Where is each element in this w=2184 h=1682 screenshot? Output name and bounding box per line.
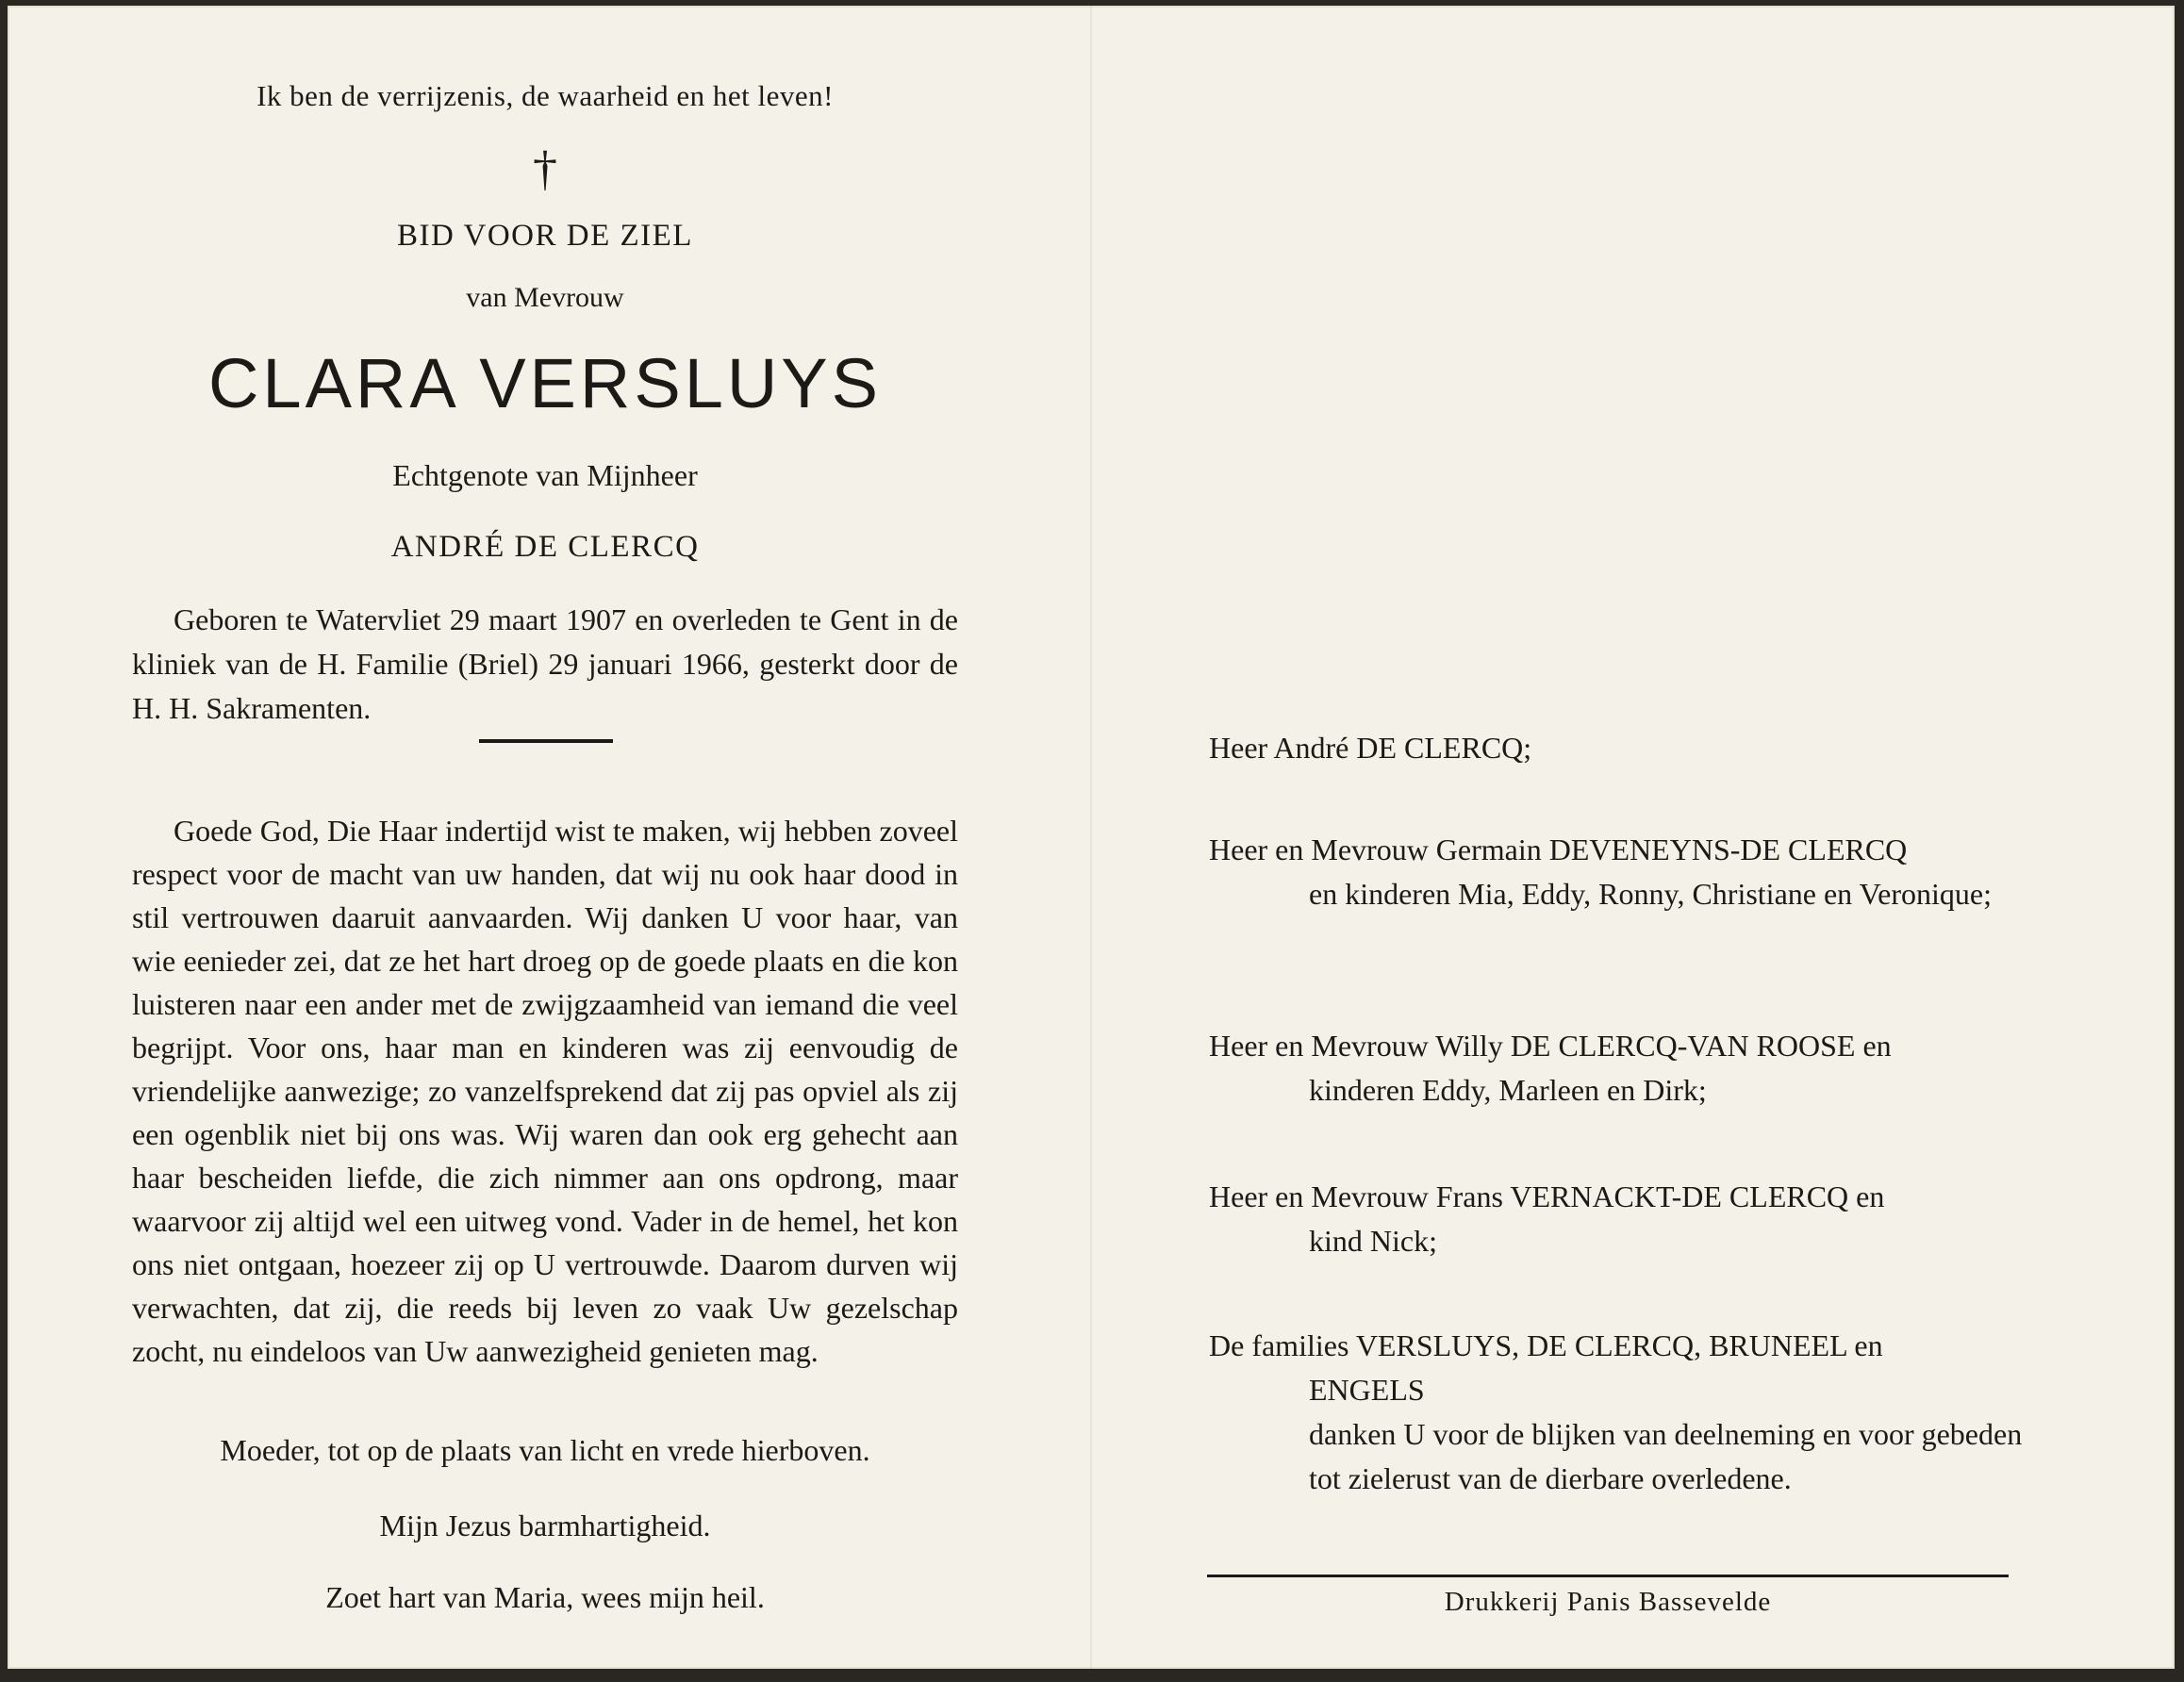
birth-death-content: Geboren te Watervliet 29 maart 1907 en overleden te Gent in de kliniek van de H. Familie (Briel) 29 januari 1966, gesterkt door de H. H. Sakramenten.: [132, 602, 958, 725]
family-entry-sub: kinderen Eddy, Marleen en Dirk;: [1309, 1073, 1707, 1107]
deceased-name: CLARA VERSLUYS: [207, 344, 883, 422]
family-entry-main: Heer en Mevrouw Germain DEVENEYNS-DE CLERCQ: [1209, 833, 1908, 866]
thanks-text: danken U voor de blijken van deelneming en voor gebeden tot zielerust van de dierbare overledene.: [1309, 1417, 2023, 1495]
family-entry-main: De families VERSLUYS, DE CLERCQ, BRUNEEL en: [1209, 1328, 1883, 1362]
family-entry-main: Heer en Mevrouw Frans VERNACKT-DE CLERCQ en: [1209, 1179, 1885, 1213]
spouse-label: Echtgenote van Mijnheer: [392, 458, 698, 492]
cross-icon: †: [533, 142, 557, 196]
closing-line-moeder: Moeder, tot op de plaats van licht en vrede hierboven.: [220, 1433, 870, 1467]
memorial-card: [8, 6, 2175, 1669]
family-entry: [1209, 726, 2029, 770]
family-entry-sub: en kinderen Mia, Eddy, Ronny, Christiane en Veronique;: [1309, 877, 1992, 911]
printer-credit: Drukkerij Panis Bassevelde: [1444, 1587, 1772, 1617]
prayer-content: Goede God, Die Haar indertijd wist te maken, wij hebben zoveel respect voor de macht van uw handen, dat wij nu ook haar dood in stil vertrouwen daaruit aanvaarden. Wij danken U voor haar, van wie eenieder zei, dat ze het hart droeg op de goede plaats en die kon luisteren naar een ander met de zwijgzaamheid van iemand die veel begrijpt. Voor ons, haar man en kinderen was zij eenvoudig de vriendelijke aanwezige; zo vanzelfsprekend dat zij pas opviel als zij een ogenblik niet bij ons was. Wij waren dan ook erg gehecht aan haar bescheiden liefde, die zich nimmer aan ons opdrong, maar waarvoor zij altijd wel een uitweg vond. Vader in de hemel, het kon ons niet ontgaan, hoezeer zij op U vertrouwde. Daarom durven wij verwachten, dat zij, die reeds bij leven zo vaak Uw gezelschap zocht, nu eindeloos van Uw aanwezigheid genieten mag.: [132, 814, 958, 1368]
family-entry-sub: ENGELS: [1309, 1373, 1425, 1407]
motto: Ik ben de verrijzenis, de waarheid en het leven!: [256, 79, 834, 112]
title-prefix: van Mevrouw: [466, 282, 624, 313]
closing-line-zoet: Zoet hart van Maria, wees mijn heil.: [325, 1580, 765, 1614]
prayer-text: [132, 809, 958, 1373]
family-entry: [1209, 1024, 2029, 1113]
left-page: [8, 6, 1083, 1669]
spouse-name: ANDRÉ DE CLERCQ: [390, 530, 700, 564]
family-entry: [1209, 1175, 2029, 1263]
family-entry-sub: kind Nick;: [1309, 1224, 1437, 1258]
family-entry-main: Heer André DE CLERCQ;: [1209, 731, 1532, 765]
prayer-heading: BID VOOR DE ZIEL: [397, 219, 693, 253]
family-entry: [1209, 828, 2029, 916]
birth-death-text: [132, 598, 958, 731]
right-page: [1092, 6, 2175, 1669]
closing-line-jezus: Mijn Jezus barmhartigheid.: [379, 1509, 711, 1542]
divider: [479, 739, 613, 743]
family-entry-main: Heer en Mevrouw Willy DE CLERCQ-VAN ROOSE en: [1209, 1029, 1892, 1063]
family-entry: [1209, 1324, 2029, 1501]
footer-rule: [1207, 1575, 2009, 1577]
